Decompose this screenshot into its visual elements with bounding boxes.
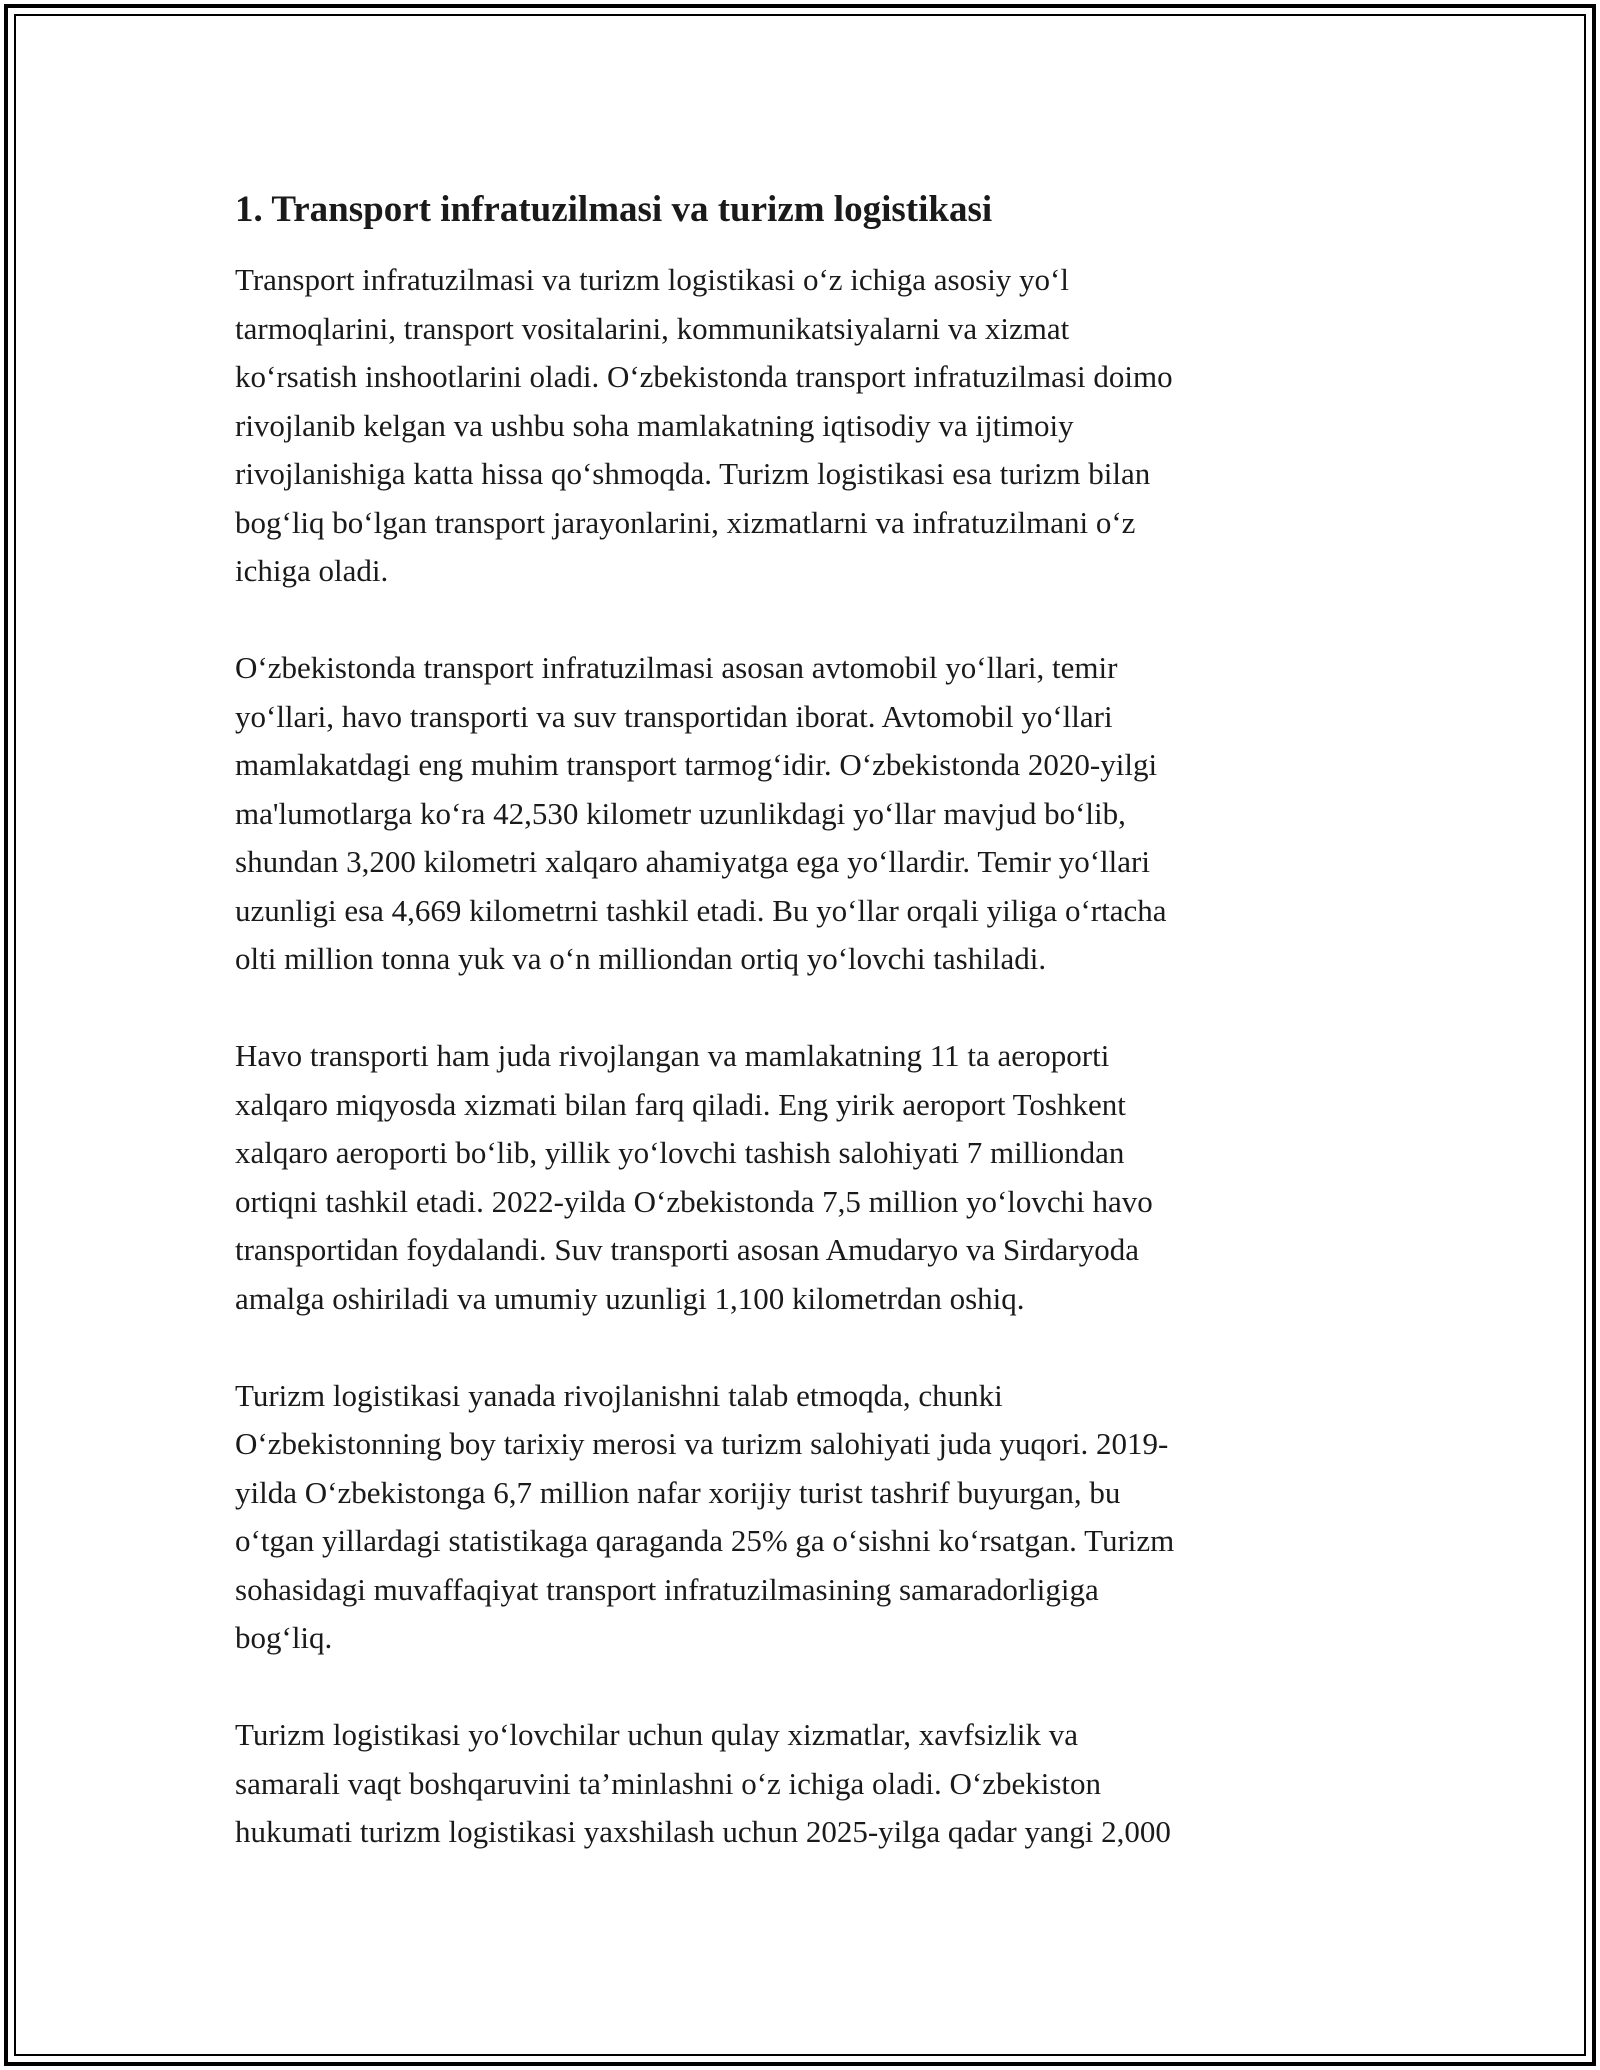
document-content bbox=[235, 186, 1355, 1905]
paragraph-line: yo‘llari, havo transporti va suv transportidan iborat. Avtomobil yo‘llari bbox=[235, 698, 1113, 734]
paragraph-line: o‘tgan yillardagi statistikaga qaraganda 25% ga o‘sishni ko‘rsatgan. Turizm bbox=[235, 1523, 1175, 1558]
section-heading: 1. Transport infratuzilmasi va turizm logistikasi bbox=[235, 189, 993, 230]
paragraph-line: samarali vaqt boshqaruvini ta’minlashni o‘z ichiga oladi. O‘zbekiston bbox=[235, 1765, 1102, 1801]
paragraph-line: mamlakatdagi eng muhim transport tarmog‘idir. O‘zbekistonda 2020-yilgi bbox=[235, 747, 1158, 782]
paragraph-line: xalqaro miqyosda xizmati bilan farq qiladi. Eng yirik aeroport Toshkent bbox=[235, 1086, 1126, 1122]
paragraph-line: sohasidagi muvaffaqiyat transport infratuzilmasining samaradorligiga bbox=[235, 1571, 1099, 1607]
paragraph-line: uzunligi esa 4,669 kilometrni tashkil etadi. Bu yo‘llar orqali yiliga o‘rtacha bbox=[235, 892, 1167, 928]
paragraph-line: olti million tonna yuk va o‘n milliondan ortiq yo‘lovchi tashiladi. bbox=[235, 941, 1047, 976]
paragraph-line: shundan 3,200 kilometri xalqaro ahamiyatga ega yo‘llardir. Temir yo‘llari bbox=[235, 844, 1150, 879]
paragraph-line: Turizm logistikasi yo‘lovchilar uchun qulay xizmatlar, xavfsizlik va bbox=[235, 1717, 1079, 1752]
paragraph-1 bbox=[235, 256, 1355, 596]
paragraph-line: Havo transporti ham juda rivojlangan va mamlakatning 11 ta aeroporti bbox=[235, 1038, 1110, 1073]
paragraph-line: bog‘liq bo‘lgan transport jarayonlarini, xizmatlarni va infratuzilmani o‘z bbox=[235, 504, 1136, 540]
paragraph-line: rivojlanib kelgan va ushbu soha mamlakatning iqtisodiy va ijtimoiy bbox=[235, 407, 1074, 443]
paragraph-line: ko‘rsatish inshootlarini oladi. O‘zbekistonda transport infratuzilmasi doimo bbox=[235, 359, 1173, 394]
paragraph-5 bbox=[235, 1711, 1355, 1857]
paragraph-3 bbox=[235, 1032, 1355, 1323]
paragraph-line: O‘zbekistonda transport infratuzilmasi asosan avtomobil yo‘llari, temir bbox=[235, 650, 1118, 685]
paragraph-line: O‘zbekistonning boy tarixiy merosi va turizm salohiyati juda yuqori. 2019- bbox=[235, 1426, 1169, 1461]
paragraph-line: xalqaro aeroporti bo‘lib, yillik yo‘lovchi tashish salohiyati 7 milliondan bbox=[235, 1135, 1125, 1170]
paragraph-2 bbox=[235, 644, 1355, 984]
paragraph-4 bbox=[235, 1372, 1355, 1663]
paragraph-line: hukumati turizm logistikasi yaxshilash uchun 2025-yilga qadar yangi 2,000 bbox=[235, 1814, 1171, 1849]
paragraph-line: amalga oshiriladi va umumiy uzunligi 1,100 kilometrdan oshiq. bbox=[235, 1280, 1025, 1316]
paragraph-line: Turizm logistikasi yanada rivojlanishni talab etmoqda, chunki bbox=[235, 1377, 1003, 1413]
paragraph-line: ortiqni tashkil etadi. 2022-yilda O‘zbekistonda 7,5 million yo‘lovchi havo bbox=[235, 1183, 1153, 1219]
paragraph-line: tarmoqlarini, transport vositalarini, kommunikatsiyalarni va xizmat bbox=[235, 310, 1070, 346]
paragraph-line: Transport infratuzilmasi va turizm logistikasi o‘z ichiga asosiy yo‘l bbox=[235, 262, 1069, 297]
paragraph-line: ichiga oladi. bbox=[235, 553, 389, 588]
paragraph-line: transportidan foydalandi. Suv transporti asosan Amudaryo va Sirdaryoda bbox=[235, 1232, 1139, 1267]
paragraph-line: bog‘liq. bbox=[235, 1620, 333, 1655]
paragraph-line: ma'lumotlarga ko‘ra 42,530 kilometr uzunlikdagi yo‘llar mavjud bo‘lib, bbox=[235, 795, 1126, 831]
paragraph-line: rivojlanishiga katta hissa qo‘shmoqda. Turizm logistikasi esa turizm bilan bbox=[235, 456, 1151, 491]
paragraph-line: yilda O‘zbekistonga 6,7 million nafar xorijiy turist tashrif buyurgan, bu bbox=[235, 1474, 1121, 1510]
